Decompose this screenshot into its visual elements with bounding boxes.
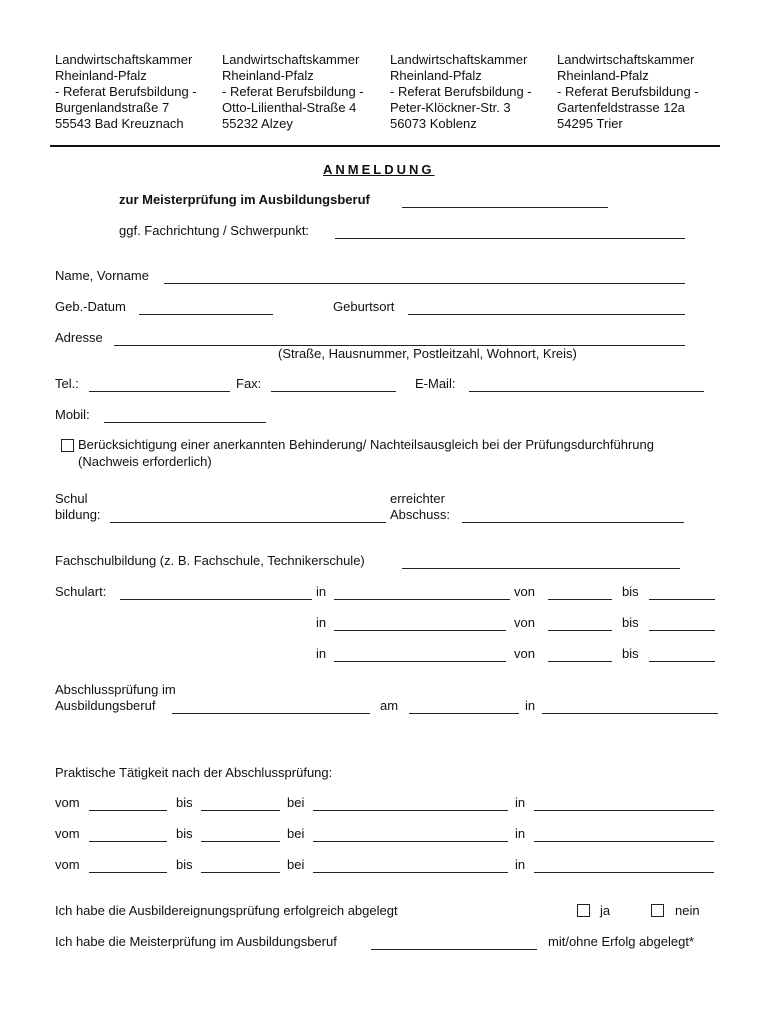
- aeignung-label: Ich habe die Ausbildereignungsprüfung erfolgreich abgelegt: [55, 903, 398, 918]
- schulart-bis-field-1[interactable]: [649, 584, 715, 600]
- fax-label: Fax:: [236, 376, 262, 391]
- adresse-label: Adresse: [55, 330, 103, 345]
- fachrichtung-label: ggf. Fachrichtung / Schwerpunkt:: [119, 223, 310, 238]
- mobil-field[interactable]: [104, 407, 266, 423]
- praktische-label: Praktische Tätigkeit nach der Abschlussprüfung:: [55, 765, 333, 780]
- tel-field[interactable]: [89, 376, 230, 392]
- abschluss-field[interactable]: [462, 507, 684, 523]
- meister-label: Ich habe die Meisterprüfung im Ausbildungsberuf: [55, 934, 337, 949]
- schulart-ort-field-3[interactable]: [334, 646, 506, 662]
- praxis-in-field-3[interactable]: [534, 857, 714, 873]
- abschluss-label-line2: Abschuss:: [390, 507, 450, 522]
- bei-label: bei: [287, 857, 305, 872]
- bis-label: bis: [622, 615, 639, 630]
- office-department: - Referat Berufsbildung -: [55, 84, 197, 99]
- praxis-bei-field-1[interactable]: [313, 795, 508, 811]
- mobil-label: Mobil:: [55, 407, 90, 422]
- abschlusspruefung-datum-field[interactable]: [409, 698, 519, 714]
- bei-label: bei: [287, 795, 305, 810]
- abschlusspruefung-label-line2: Ausbildungsberuf: [55, 698, 156, 713]
- header-divider: [50, 145, 720, 147]
- fachrichtung-field[interactable]: [335, 223, 685, 239]
- schulart-ort-field-2[interactable]: [334, 615, 506, 631]
- office-name: Landwirtschaftskammer: [557, 52, 695, 67]
- abschlusspruefung-field[interactable]: [172, 698, 370, 714]
- schulbildung-label-line2: bildung:: [55, 507, 101, 522]
- praxis-in-field-1[interactable]: [534, 795, 714, 811]
- behinderung-label: Berücksichtigung einer anerkannten Behinderung/ Nachteilsausgleich bei der Prüfungsdurchführung: [78, 437, 654, 452]
- office-bad-kreuznach: [55, 52, 197, 132]
- behinderung-hint: (Nachweis erforderlich): [78, 454, 212, 469]
- geburtsort-field[interactable]: [408, 299, 685, 315]
- bis-label: bis: [176, 795, 193, 810]
- abschlusspruefung-ort-field[interactable]: [542, 698, 718, 714]
- von-label: von: [514, 615, 535, 630]
- office-department: - Referat Berufsbildung -: [222, 84, 364, 99]
- schulart-bis-field-3[interactable]: [649, 646, 715, 662]
- schulart-von-field-3[interactable]: [548, 646, 612, 662]
- in-label: in: [515, 826, 526, 841]
- office-trier: [557, 52, 699, 132]
- ausbildungsberuf-field[interactable]: [402, 192, 608, 208]
- office-city: 56073 Koblenz: [390, 116, 477, 131]
- am-label: am: [380, 698, 399, 713]
- office-region: Rheinland-Pfalz: [390, 68, 482, 83]
- geb-datum-label: Geb.-Datum: [55, 299, 126, 314]
- vom-label: vom: [55, 857, 80, 872]
- praxis-bis-field-3[interactable]: [201, 857, 280, 873]
- schulbildung-label-line1: Schul: [55, 491, 88, 506]
- name-field[interactable]: [164, 268, 685, 284]
- schulart-field[interactable]: [120, 584, 312, 600]
- adresse-hint: (Straße, Hausnummer, Postleitzahl, Wohnort, Kreis): [278, 346, 577, 361]
- bis-label: bis: [176, 826, 193, 841]
- abschluss-label-line1: erreichter: [390, 491, 445, 506]
- office-name: Landwirtschaftskammer: [390, 52, 528, 67]
- office-street: Gartenfeldstrasse 12a: [557, 100, 685, 115]
- office-city: 55543 Bad Kreuznach: [55, 116, 184, 131]
- praxis-bei-field-2[interactable]: [313, 826, 508, 842]
- adresse-field[interactable]: [114, 330, 685, 346]
- bis-label: bis: [176, 857, 193, 872]
- schulbildung-field[interactable]: [110, 507, 386, 523]
- praxis-vom-field-2[interactable]: [89, 826, 167, 842]
- schulart-von-field-1[interactable]: [548, 584, 612, 600]
- von-label: von: [514, 646, 535, 661]
- ja-label: ja: [600, 903, 611, 918]
- subtitle-label: zur Meisterprüfung im Ausbildungsberuf: [119, 192, 370, 207]
- email-field[interactable]: [469, 376, 704, 392]
- tel-label: Tel.:: [55, 376, 79, 391]
- in-label: in: [316, 646, 327, 661]
- geb-datum-field[interactable]: [139, 299, 273, 315]
- in-label: in: [316, 615, 327, 630]
- office-department: - Referat Berufsbildung -: [557, 84, 699, 99]
- in-label: in: [515, 795, 526, 810]
- fax-field[interactable]: [271, 376, 396, 392]
- praxis-vom-field-1[interactable]: [89, 795, 167, 811]
- von-label: von: [514, 584, 535, 599]
- praxis-in-field-2[interactable]: [534, 826, 714, 842]
- aeignung-ja-checkbox[interactable]: [577, 904, 590, 917]
- praxis-bis-field-1[interactable]: [201, 795, 280, 811]
- in-label: in: [525, 698, 536, 713]
- email-label: E-Mail:: [415, 376, 456, 391]
- office-region: Rheinland-Pfalz: [55, 68, 147, 83]
- office-department: - Referat Berufsbildung -: [390, 84, 532, 99]
- office-city: 55232 Alzey: [222, 116, 293, 131]
- erfolg-label: mit/ohne Erfolg abgelegt*: [548, 934, 694, 949]
- geburtsort-label: Geburtsort: [333, 299, 395, 314]
- aeignung-nein-checkbox[interactable]: [651, 904, 664, 917]
- bis-label: bis: [622, 584, 639, 599]
- meister-beruf-field[interactable]: [371, 934, 537, 950]
- office-name: Landwirtschaftskammer: [55, 52, 193, 67]
- office-region: Rheinland-Pfalz: [557, 68, 649, 83]
- name-label: Name, Vorname: [55, 268, 149, 283]
- bis-label: bis: [622, 646, 639, 661]
- nein-label: nein: [675, 903, 700, 918]
- fachschul-field[interactable]: [402, 553, 680, 569]
- in-label: in: [316, 584, 327, 599]
- vom-label: vom: [55, 795, 80, 810]
- office-street: Burgenlandstraße 7: [55, 100, 170, 115]
- schulart-von-field-2[interactable]: [548, 615, 612, 631]
- behinderung-checkbox[interactable]: [61, 439, 74, 452]
- office-street: Peter-Klöckner-Str. 3: [390, 100, 511, 115]
- schulart-label: Schulart:: [55, 584, 107, 599]
- abschlusspruefung-label-line1: Abschlussprüfung im: [55, 682, 176, 697]
- schulart-bis-field-2[interactable]: [649, 615, 715, 631]
- office-alzey: [222, 52, 364, 132]
- praxis-bei-field-3[interactable]: [313, 857, 508, 873]
- office-name: Landwirtschaftskammer: [222, 52, 360, 67]
- praxis-bis-field-2[interactable]: [201, 826, 280, 842]
- office-region: Rheinland-Pfalz: [222, 68, 314, 83]
- praxis-vom-field-3[interactable]: [89, 857, 167, 873]
- bei-label: bei: [287, 826, 305, 841]
- fachschul-label: Fachschulbildung (z. B. Fachschule, Technikerschule): [55, 553, 365, 568]
- vom-label: vom: [55, 826, 80, 841]
- form-title: ANMELDUNG: [323, 162, 435, 177]
- office-city: 54295 Trier: [557, 116, 623, 131]
- in-label: in: [515, 857, 526, 872]
- office-street: Otto-Lilienthal-Straße 4: [222, 100, 357, 115]
- schulart-ort-field-1[interactable]: [334, 584, 510, 600]
- office-koblenz: [390, 52, 532, 132]
